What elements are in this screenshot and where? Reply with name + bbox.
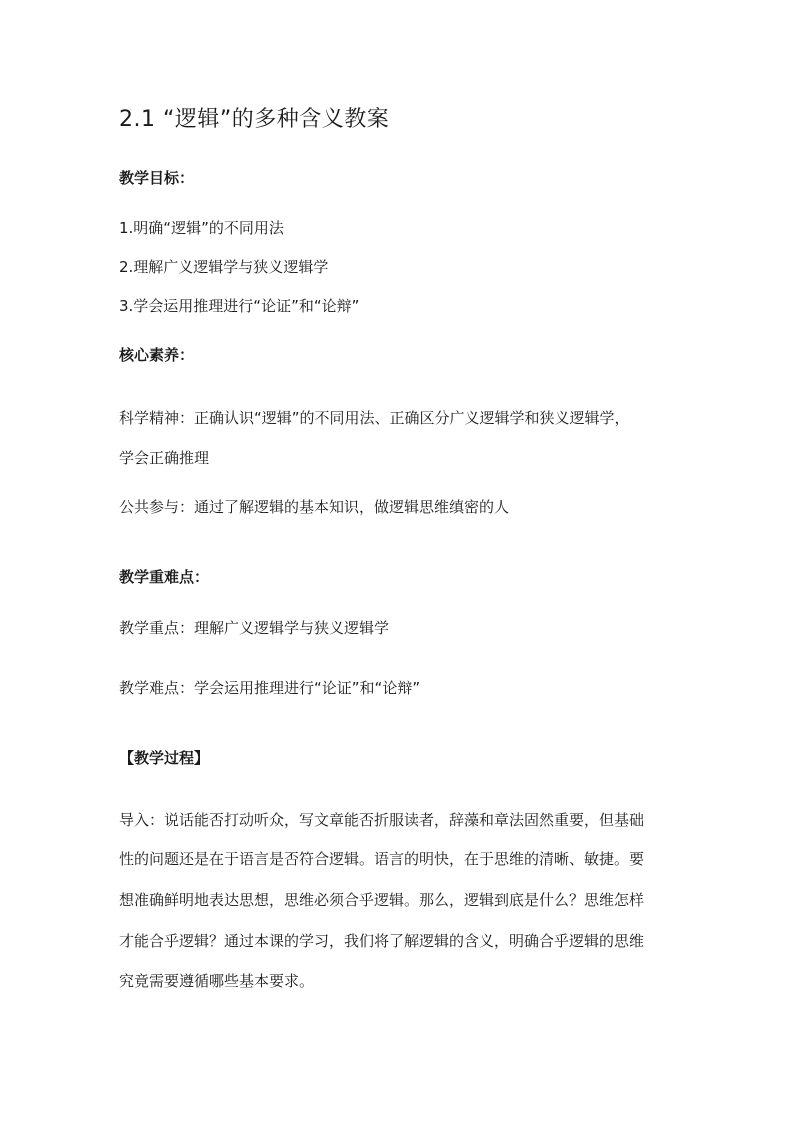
intro-line-2: 性的问题还是在于语言是否符合逻辑。语言的明快，在于思维的清晰、敏捷。要 <box>119 850 645 868</box>
key-points-heading: 教学重难点： <box>119 568 210 586</box>
objectives-heading: 教学目标： <box>119 169 195 187</box>
objective-item-2: 2.理解广义逻辑学与狭义逻辑学 <box>119 258 329 276</box>
intro-line-5: 究竟需要遵循哪些基本要求。 <box>119 972 315 990</box>
literacy-heading: 核心素养： <box>119 346 195 364</box>
objective-item-3: 3.学会运用推理进行“论证”和“论辩” <box>119 297 360 315</box>
objective-item-1: 1.明确“逻辑”的不同用法 <box>119 219 284 237</box>
key-focus: 教学重点：理解广义逻辑学与狭义逻辑学 <box>119 619 390 637</box>
intro-line-4: 才能合乎逻辑？通过本课的学习，我们将了解逻辑的含义，明确合乎逻辑的思维 <box>119 932 645 950</box>
literacy-science-line-1: 科学精神：正确认识“逻辑”的不同用法、正确区分广义逻辑学和狭义逻辑学， <box>119 409 630 427</box>
intro-line-1: 导入：说话能否打动听众，写文章能否折服读者，辞藻和章法固然重要，但基础 <box>119 811 645 829</box>
literacy-public: 公共参与：通过了解逻辑的基本知识，做逻辑思维缜密的人 <box>119 498 510 516</box>
process-heading: 【教学过程】 <box>119 749 210 767</box>
intro-line-3: 想准确鲜明地表达思想，思维必须合乎逻辑。那么，逻辑到底是什么？思维怎样 <box>119 891 645 909</box>
document-title: 2.1 “逻辑”的多种含义教案 <box>119 107 390 132</box>
literacy-science-line-2: 学会正确推理 <box>119 449 210 467</box>
key-difficulty: 教学难点：学会运用推理进行“论证”和“论辩” <box>119 679 421 697</box>
